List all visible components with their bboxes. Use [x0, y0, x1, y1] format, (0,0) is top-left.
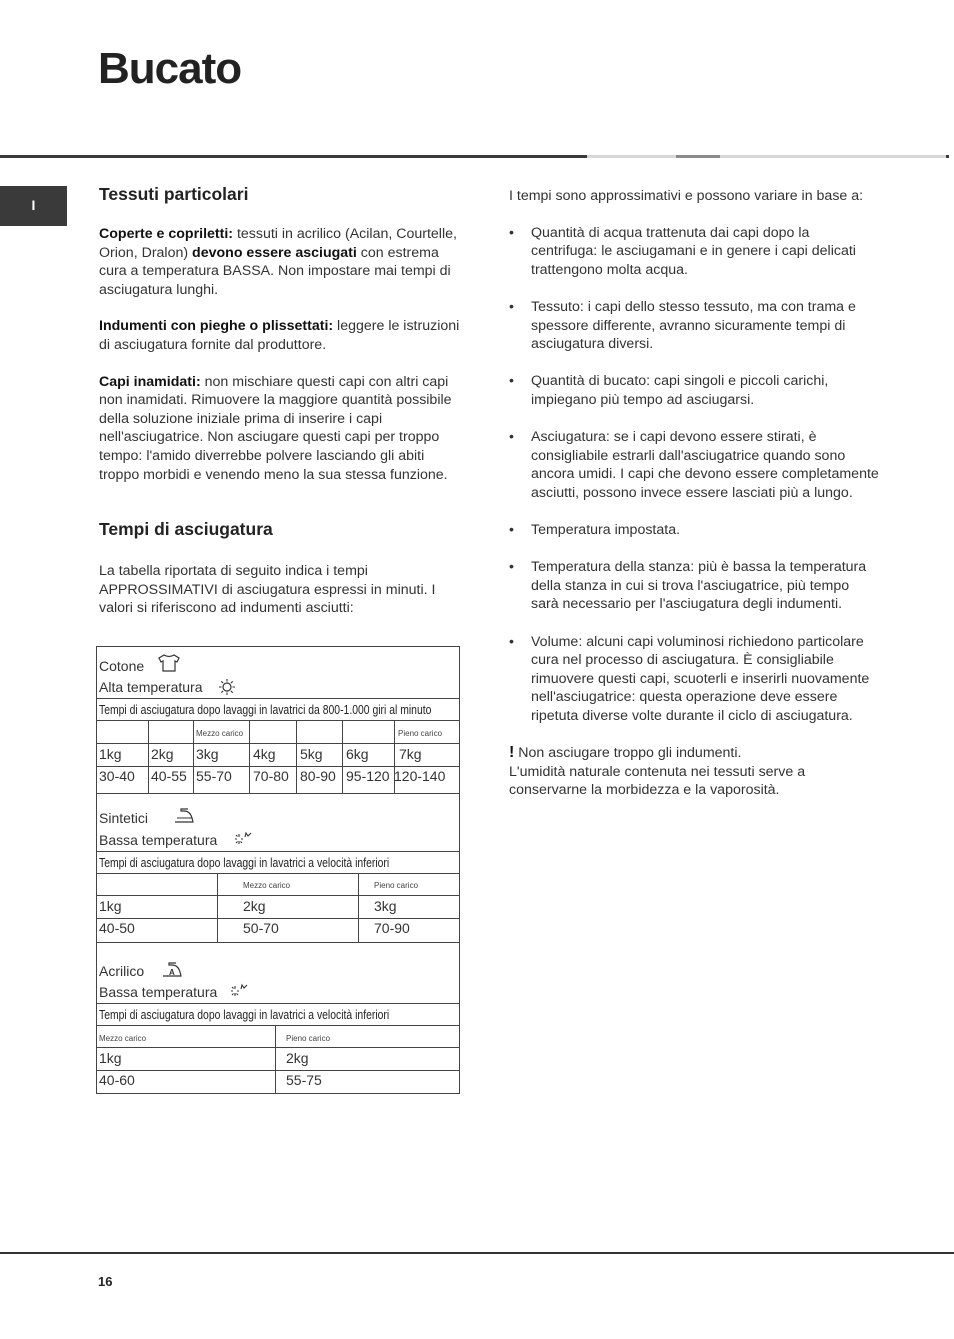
- header-rule-mid: [676, 155, 720, 158]
- cotone-load-3: 3kg: [196, 746, 219, 762]
- cotone-pieno-carico: Pieno carico: [398, 729, 443, 738]
- page-title: Bucato: [98, 44, 242, 93]
- cotone-time-5: 80-90: [300, 768, 336, 784]
- low-temperature-icon: [234, 831, 252, 847]
- sintetici-iron-icon: [173, 807, 195, 825]
- acrilico-mezzo-carico: Mezzo carico: [99, 1034, 147, 1043]
- header-rule-light: [587, 155, 676, 158]
- cotone-time-6: 95-120: [346, 768, 390, 784]
- sintetici-load-3: 3kg: [374, 898, 397, 914]
- low-temperature-icon: [230, 983, 248, 999]
- left-column: [99, 184, 461, 618]
- acrilico-temp-label: Bassa temperatura: [99, 984, 218, 1000]
- header-rule: [0, 155, 587, 158]
- high-temperature-icon: [219, 679, 235, 695]
- cotone-load-2: 2kg: [151, 746, 174, 762]
- cotone-load-6: 6kg: [346, 746, 369, 762]
- right-column: [509, 187, 879, 800]
- acrilico-note: Tempi di asciugatura dopo lavaggi in lavatrici a velocità inferiori: [99, 1007, 390, 1022]
- list-item: • Temperatura della stanza: più è bassa la temperatura della stanza in cui si trova l'asciugatrice, più tempo sarà necessario per l'asciugatura degli indumenti.: [509, 558, 879, 614]
- cotone-time-1: 30-40: [99, 768, 135, 784]
- sintetici-pieno-carico: Pieno carico: [374, 881, 419, 890]
- paragraph-tabella-intro: La tabella riportata di seguito indica i tempi APPROSSIMATIVI di asciugatura espressi in minuti. I valori si riferiscono ad indumenti asciutti:: [99, 563, 436, 617]
- sintetici-temp-label: Bassa temperatura: [99, 832, 218, 848]
- sintetici-mezzo-carico: Mezzo carico: [243, 881, 291, 890]
- acrilico-pieno-carico: Pieno carico: [286, 1034, 331, 1043]
- sintetici-time-2: 50-70: [243, 920, 279, 936]
- list-item: • Volume: alcuni capi voluminosi richiedono particolare cura nel processo di asciugatura. È consigliabile rimuovere questi capi, scuoterli e inserirli nuovamente nell'asciugatrice: questa operazione deve essere ripetuta diverse volte durante il ciclo di asciugatura.: [509, 633, 879, 726]
- list-item: • Quantità di acqua trattenuta dai capi dopo la centrifuga: le asciugamani e in genere i capi delicati trattengono molta acqua.: [509, 224, 879, 280]
- paragraph-pieghe: Indumenti con pieghe o plissettati: leggere le istruzioni di asciugatura fornite dal produttore.: [99, 318, 460, 353]
- acrilico-iron-a-icon: [161, 960, 183, 979]
- warning-icon: !: [509, 744, 515, 762]
- paragraph-coperte: Coperte e copriletti: tessuti in acrilico (Acilan, Courtelle, Orion, Dralon) devono essere asciugati con estrema cura a temperatura BASSA. Non impostare mai tempi di asciugatura lunghi.: [99, 226, 457, 298]
- factors-list: [509, 224, 879, 726]
- warning-note: L'umidità naturale contenuta nei tessuti serve a conservarne la morbidezza e la vaporosità.: [509, 763, 806, 799]
- acrilico-load-2: 2kg: [286, 1050, 309, 1066]
- sintetici-time-1: 40-50: [99, 920, 135, 936]
- svg-text:A: A: [169, 968, 175, 977]
- cotone-temp-label: Alta temperatura: [99, 679, 203, 695]
- drying-times-table: [96, 646, 460, 1094]
- cotone-load-5: 5kg: [300, 746, 323, 762]
- factors-intro: I tempi sono approssimativi e possono variare in base a:: [509, 188, 864, 204]
- cotone-tshirt-icon: [158, 654, 180, 672]
- cotone-time-7: 120-140: [394, 768, 446, 784]
- header-rule-dot: [946, 155, 949, 158]
- cotone-label: Cotone: [99, 658, 145, 674]
- list-item: • Quantità di bucato: capi singoli e piccoli carichi, impiegano più tempo ad asciugarsi.: [509, 372, 879, 409]
- header-rule-light-2: [720, 155, 946, 158]
- cotone-load-4: 4kg: [253, 746, 276, 762]
- acrilico-label: Acrilico: [99, 963, 145, 979]
- paragraph-inamidati: Capi inamidati: non mischiare questi capi con altri capi non inamidati. Rimuovere la maggiore quantità possibile della soluzione iniziale prima di inserire i capi nell'asciugatrice. Non asciugare questi capi per troppo tempo: l'amido diverrebbe polvere lasciando gli abiti troppo morbidi e venendo meno la sua stessa funzione.: [99, 373, 452, 483]
- acrilico-time-2: 55-75: [286, 1072, 322, 1088]
- cotone-note: Tempi di asciugatura dopo lavaggi in lavatrici da 800-1.000 giri al minuto: [99, 702, 432, 717]
- list-item: • Asciugatura: se i capi devono essere stirati, è consigliabile estrarli dall'asciugatrice quando sono ancora umidi. I capi che devono essere completamente asciutti, possono invece essere lasciati più a lungo.: [509, 428, 879, 502]
- acrilico-time-1: 40-60: [99, 1072, 135, 1088]
- sintetici-load-2: 2kg: [243, 898, 266, 914]
- language-tab: I: [0, 186, 67, 226]
- cotone-time-3: 55-70: [196, 768, 232, 784]
- footer-rule: [0, 1252, 954, 1254]
- acrilico-load-1: 1kg: [99, 1050, 122, 1066]
- section-heading-tempi: Tempi di asciugatura: [99, 519, 273, 540]
- cotone-time-2: 40-55: [151, 768, 187, 784]
- sintetici-load-1: 1kg: [99, 898, 122, 914]
- section-heading-tessuti: Tessuti particolari: [99, 184, 249, 204]
- cotone-load-7: 7kg: [399, 746, 422, 762]
- list-item: • Temperatura impostata.: [509, 521, 879, 540]
- sintetici-note: Tempi di asciugatura dopo lavaggi in lavatrici a velocità inferiori: [99, 855, 390, 870]
- cotone-mezzo-carico: Mezzo carico: [196, 729, 244, 738]
- list-item: • Tessuto: i capi dello stesso tessuto, ma con trama e spessore differente, avranno sicuramente tempi di asciugatura diversi.: [509, 298, 879, 354]
- page-number: 16: [98, 1274, 113, 1289]
- sintetici-label: Sintetici: [99, 810, 149, 826]
- cotone-load-1: 1kg: [99, 746, 122, 762]
- sintetici-time-3: 70-90: [374, 920, 410, 936]
- cotone-time-4: 70-80: [253, 768, 289, 784]
- warning-text: ! Non asciugare troppo gli indumenti.: [509, 744, 742, 762]
